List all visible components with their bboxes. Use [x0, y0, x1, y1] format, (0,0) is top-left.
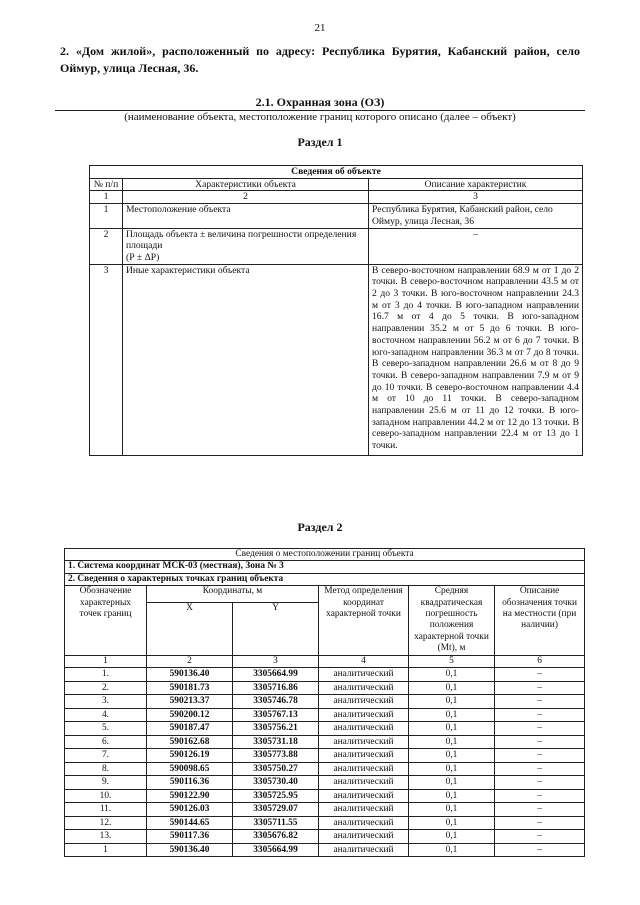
row-number: 2 [90, 228, 123, 264]
column-header: Координаты, м [147, 586, 319, 602]
coord-y: 3305746.78 [233, 695, 319, 709]
coord-x: 590098.65 [147, 762, 233, 776]
table-row [90, 264, 583, 455]
coord-x: 590136.40 [147, 668, 233, 682]
method: аналитический [319, 735, 409, 749]
description: – [495, 776, 585, 790]
point-designation: 3. [65, 695, 147, 709]
coord-y: 3305729.07 [233, 803, 319, 817]
coord-y: 3305711.55 [233, 816, 319, 830]
error: 0,1 [409, 789, 495, 803]
column-header: Описание характеристик [369, 178, 583, 191]
error: 0,1 [409, 708, 495, 722]
column-header: Обозначение характерных точек границ [65, 586, 147, 655]
column-number: 3 [233, 655, 319, 667]
column-number: 5 [409, 655, 495, 667]
coord-y: 3305731.18 [233, 735, 319, 749]
coord-y: 3305773.88 [233, 749, 319, 763]
column-header: X [147, 602, 233, 655]
table-row [65, 735, 585, 749]
characteristic-label: Иные характеристики объекта [123, 264, 369, 455]
zone-title: 2.1. Охранная зона (ОЗ) [255, 95, 385, 109]
table-row [65, 668, 585, 682]
error: 0,1 [409, 681, 495, 695]
point-designation: 11. [65, 803, 147, 817]
column-header: Описание обозначения точки на местности (при наличии) [495, 586, 585, 655]
method: аналитический [319, 749, 409, 763]
error: 0,1 [409, 735, 495, 749]
method: аналитический [319, 789, 409, 803]
column-number: 1 [65, 655, 147, 667]
description: – [495, 803, 585, 817]
column-header: Y [233, 602, 319, 655]
error: 0,1 [409, 816, 495, 830]
coord-x: 590213.37 [147, 695, 233, 709]
point-designation: 12. [65, 816, 147, 830]
table-row [65, 776, 585, 790]
coord-x: 590181.73 [147, 681, 233, 695]
coordinate-system: 1. Система координат МСК-03 (местная), Зона № 3 [65, 561, 585, 573]
characteristic-value: – [369, 228, 583, 264]
point-designation: 1 [65, 843, 147, 857]
column-number: 2 [147, 655, 233, 667]
method: аналитический [319, 695, 409, 709]
point-designation: 1. [65, 668, 147, 682]
object-heading: 2. «Дом жилой», расположенный по адресу: Республика Бурятия, Кабанский район, село Оймур, улица Лесная, 36. [60, 44, 580, 75]
coord-y: 3305725.95 [233, 789, 319, 803]
coord-x: 590117.36 [147, 830, 233, 844]
table-row [65, 722, 585, 736]
coord-x: 590200.12 [147, 708, 233, 722]
characteristic-value: В северо-восточном направлении 68.9 м от 1 до 2 точки. В северо-восточном направлении 43.5 м от 2 до 3 точки. В юго-восточном направлении 24.3 м от 3 до 4 точки. В юго-западном направлении 16.7 м от 4 до 5 точки. В юго-западном направлении 35.2 м от 5 до 6 точки. В юго-восточном направлении 56.2 м от 6 до 7 точки. В юго-западном направлении 36.3 м от 7 до 8 точки. В северо-западном направлении 26.6 м от 8 до 9 точки. В северо-западном направлении 7.9 м от 9 до 10 точки. В северо-восточном направлении 4.4 м от 10 до 11 точки. В северо-западном направлении 25.6 м от 11 до 12 точки. В юго-западном направлении 44.2 м от 12 до 13 точки. В северо-западном направлении 22.4 м от 13 до 1 точки. [369, 264, 583, 455]
row-number: 1 [90, 204, 123, 228]
table-row [65, 803, 585, 817]
description: – [495, 816, 585, 830]
table-row [65, 749, 585, 763]
point-designation: 7. [65, 749, 147, 763]
coord-x: 590144.65 [147, 816, 233, 830]
table-row [65, 695, 585, 709]
characteristic-value: Республика Бурятия, Кабанский район, село Оймур, улица Лесная, 36 [369, 204, 583, 228]
error: 0,1 [409, 843, 495, 857]
coord-x: 590162.68 [147, 735, 233, 749]
table-row [65, 789, 585, 803]
method: аналитический [319, 816, 409, 830]
error: 0,1 [409, 722, 495, 736]
coord-y: 3305716.86 [233, 681, 319, 695]
method: аналитический [319, 722, 409, 736]
object-info-table [89, 165, 583, 456]
table-row [65, 681, 585, 695]
boundary-points-table [64, 548, 585, 857]
description: – [495, 843, 585, 857]
error: 0,1 [409, 762, 495, 776]
point-designation: 9. [65, 776, 147, 790]
error: 0,1 [409, 830, 495, 844]
point-designation: 13. [65, 830, 147, 844]
table-row [90, 228, 583, 264]
coord-y: 3305730.40 [233, 776, 319, 790]
coord-y: 3305767.13 [233, 708, 319, 722]
method: аналитический [319, 708, 409, 722]
description: – [495, 735, 585, 749]
description: – [495, 762, 585, 776]
table-row [65, 762, 585, 776]
column-number: 4 [319, 655, 409, 667]
coord-y: 3305756.21 [233, 722, 319, 736]
table-row [65, 830, 585, 844]
table-row [65, 708, 585, 722]
coord-x: 590136.40 [147, 843, 233, 857]
table-row [90, 204, 583, 228]
description: – [495, 708, 585, 722]
error: 0,1 [409, 803, 495, 817]
method: аналитический [319, 668, 409, 682]
coord-x: 590116.36 [147, 776, 233, 790]
coord-y: 3305676.82 [233, 830, 319, 844]
method: аналитический [319, 762, 409, 776]
coord-y: 3305664.99 [233, 668, 319, 682]
table-row [65, 843, 585, 857]
characteristic-label: Площадь объекта ± величина погрешности определения площади (Р ± ΔР) [123, 228, 369, 264]
error: 0,1 [409, 749, 495, 763]
method: аналитический [319, 681, 409, 695]
description: – [495, 830, 585, 844]
error: 0,1 [409, 695, 495, 709]
coord-x: 590187.47 [147, 722, 233, 736]
characteristic-label: Местоположение объекта [123, 204, 369, 228]
column-number: 2 [123, 191, 369, 204]
point-designation: 6. [65, 735, 147, 749]
coord-x: 590126.19 [147, 749, 233, 763]
section1-title: Раздел 1 [297, 135, 343, 149]
column-header: № п/п [90, 178, 123, 191]
point-designation: 2. [65, 681, 147, 695]
description: – [495, 789, 585, 803]
coord-x: 590122.90 [147, 789, 233, 803]
zone-subtitle: (наименование объекта, местоположение границ которого описано (далее – объект) [124, 111, 516, 123]
column-number: 3 [369, 191, 583, 204]
coord-y: 3305664.99 [233, 843, 319, 857]
section2-title: Раздел 2 [297, 520, 343, 534]
row-number: 3 [90, 264, 123, 455]
table-title: Сведения об объекте [90, 166, 583, 179]
method: аналитический [319, 843, 409, 857]
method: аналитический [319, 776, 409, 790]
description: – [495, 749, 585, 763]
coord-y: 3305750.27 [233, 762, 319, 776]
coord-x: 590126.03 [147, 803, 233, 817]
table-row [65, 816, 585, 830]
column-header: Средняя квадратическая погрешность положения характерной точки (Mt), м [409, 586, 495, 655]
point-designation: 5. [65, 722, 147, 736]
column-header: Метод определения координат характерной точки [319, 586, 409, 655]
error: 0,1 [409, 776, 495, 790]
point-designation: 4. [65, 708, 147, 722]
method: аналитический [319, 803, 409, 817]
table-title: Сведения о местоположении границ объекта [65, 549, 585, 561]
description: – [495, 722, 585, 736]
description: – [495, 668, 585, 682]
column-number: 1 [90, 191, 123, 204]
description: – [495, 681, 585, 695]
points-title: 2. Сведения о характерных точках границ объекта [65, 573, 585, 585]
column-number: 6 [495, 655, 585, 667]
description: – [495, 695, 585, 709]
point-designation: 8. [65, 762, 147, 776]
point-designation: 10. [65, 789, 147, 803]
error: 0,1 [409, 668, 495, 682]
method: аналитический [319, 830, 409, 844]
column-header: Характеристики объекта [123, 178, 369, 191]
page-number: 21 [314, 22, 326, 34]
